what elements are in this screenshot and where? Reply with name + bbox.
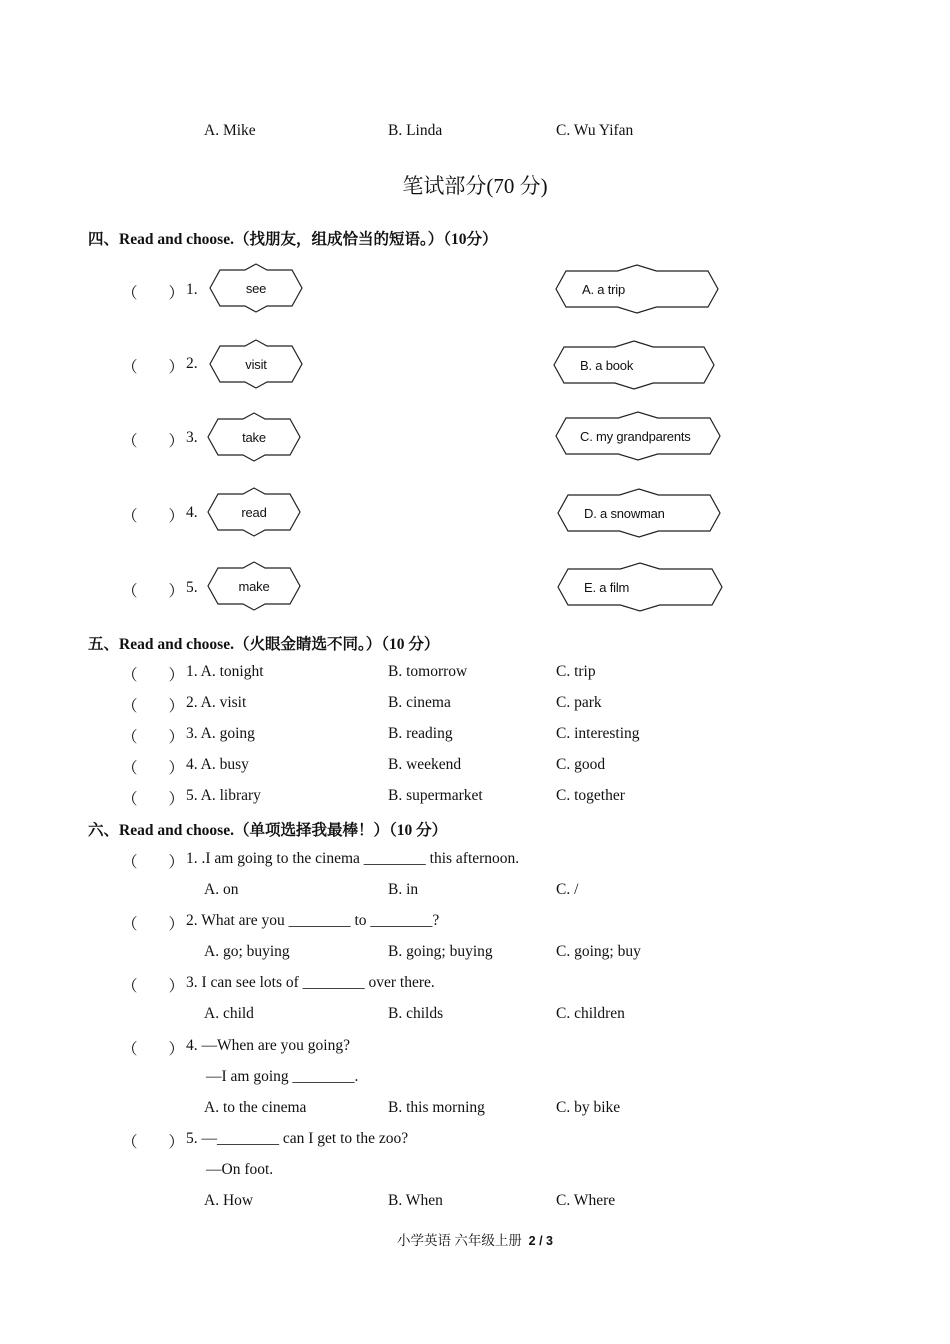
s5-option-c-1: C. trip — [556, 663, 596, 680]
option-label: D. a snowman — [584, 505, 665, 521]
s6-q2-option-c: C. going; buy — [556, 943, 641, 960]
s5-option-c-4: C. good — [556, 756, 606, 773]
s6-q3-option-c: C. children — [556, 1005, 625, 1022]
word-shape-read — [208, 488, 300, 536]
s6-q4-option-c: C. by bike — [556, 1099, 621, 1116]
s5-paren-2: （ ） — [122, 698, 185, 715]
section5-heading: 五、Read and choose.（火眼金睛选不同。）（10 分） — [88, 636, 440, 653]
option-shape-b — [554, 341, 714, 389]
page-title: 笔试部分(70 分) — [402, 174, 548, 198]
s5-option-b-2: B. cinema — [388, 694, 451, 711]
s6-q2-option-a: A. go; buying — [204, 943, 290, 960]
s5-option-b-5: B. supermarket — [388, 787, 483, 804]
s6-q1-option-a: A. on — [204, 881, 239, 898]
s6-q1-option-c: C. / — [556, 881, 579, 898]
s6-paren-3: （ ） — [122, 978, 185, 995]
s4-paren-5: （ ） — [122, 583, 185, 600]
s5-question-4: 4. A. busy — [186, 756, 249, 773]
word-shape-make — [208, 562, 300, 610]
s6-question-2: 2. What are you ________ to ________? — [186, 912, 440, 929]
s6-paren-5: （ ） — [122, 1134, 185, 1151]
s6-q3-option-b: B. childs — [388, 1005, 444, 1022]
s4-num-5: 5. — [186, 579, 198, 596]
s5-option-b-3: B. reading — [388, 725, 453, 742]
s6-q4-option-a: A. to the cinema — [204, 1099, 307, 1116]
prev-option-c: C. Wu Yifan — [556, 122, 634, 139]
word-label: visit — [245, 356, 267, 372]
s4-num-1: 1. — [186, 281, 198, 298]
s5-paren-1: （ ） — [122, 667, 185, 684]
s4-num-4: 4. — [186, 504, 198, 521]
s6-q5-option-a: A. How — [204, 1192, 254, 1209]
s6-question-5: 5. —________ can I get to the zoo? — [186, 1130, 409, 1147]
word-shape-see — [210, 264, 302, 312]
s6-paren-2: （ ） — [122, 916, 185, 933]
section4-heading: 四、Read and choose.（找朋友，组成恰当的短语。）（10分） — [88, 231, 498, 248]
s6-question-4: 4. —When are you going? — [186, 1037, 350, 1054]
s5-option-b-1: B. tomorrow — [388, 663, 468, 680]
s6-question-1: 1. .I am going to the cinema ________ this afternoon. — [186, 850, 520, 867]
option-shape-e — [558, 563, 722, 611]
prev-option-b: B. Linda — [388, 122, 443, 139]
s4-paren-3: （ ） — [122, 433, 185, 450]
s4-paren-4: （ ） — [122, 508, 185, 525]
s6-q1-option-b: B. in — [388, 881, 419, 898]
s6-paren-4: （ ） — [122, 1041, 185, 1058]
option-label: A. a trip — [582, 281, 625, 297]
s5-question-1: 1. A. tonight — [186, 663, 264, 680]
prev-option-a: A. Mike — [204, 122, 256, 139]
s4-paren-2: （ ） — [122, 359, 185, 376]
s6-q5-option-b: B. When — [388, 1192, 443, 1209]
s4-paren-1: （ ） — [122, 285, 185, 302]
option-label: C. my grandparents — [580, 428, 691, 444]
s6-question-3: 3. I can see lots of ________ over there. — [186, 974, 435, 991]
option-shape-a — [556, 265, 718, 313]
s5-paren-4: （ ） — [122, 760, 185, 777]
word-label: see — [245, 280, 267, 296]
option-label: B. a book — [580, 357, 634, 373]
word-shape-visit — [210, 340, 302, 388]
s5-option-c-2: C. park — [556, 694, 602, 711]
s6-paren-1: （ ） — [122, 854, 185, 871]
word-label: read — [241, 504, 267, 520]
word-shape-take — [208, 413, 300, 461]
s4-num-3: 3. — [186, 429, 198, 446]
s5-option-b-4: B. weekend — [388, 756, 462, 773]
page-footer — [0, 1229, 950, 1249]
s6-q4-line2: —I am going ________. — [206, 1068, 359, 1085]
word-label: take — [242, 429, 266, 445]
s5-paren-3: （ ） — [122, 729, 185, 746]
option-shape-d — [558, 489, 720, 537]
s6-q3-option-a: A. child — [204, 1005, 254, 1022]
s5-question-5: 5. A. library — [186, 787, 261, 804]
s6-q5-line2: —On foot. — [206, 1161, 274, 1178]
word-label: make — [238, 578, 270, 594]
option-label: E. a film — [584, 579, 630, 595]
s6-q2-option-b: B. going; buying — [388, 943, 493, 960]
s5-option-c-3: C. interesting — [556, 725, 640, 742]
s5-question-2: 2. A. visit — [186, 694, 247, 711]
s5-option-c-5: C. together — [556, 787, 625, 804]
s4-num-2: 2. — [186, 355, 198, 372]
s5-question-3: 3. A. going — [186, 725, 255, 742]
s6-q5-option-c: C. Where — [556, 1192, 616, 1209]
page-number: 2 / 3 — [528, 1234, 553, 1248]
footer-text: 小学英语 六年级上册 — [397, 1233, 522, 1248]
section6-heading: 六、Read and choose.（单项选择我最棒！）（10 分） — [88, 822, 448, 839]
s5-paren-5: （ ） — [122, 791, 185, 808]
option-shape-c — [556, 412, 720, 460]
s6-q4-option-b: B. this morning — [388, 1099, 485, 1116]
